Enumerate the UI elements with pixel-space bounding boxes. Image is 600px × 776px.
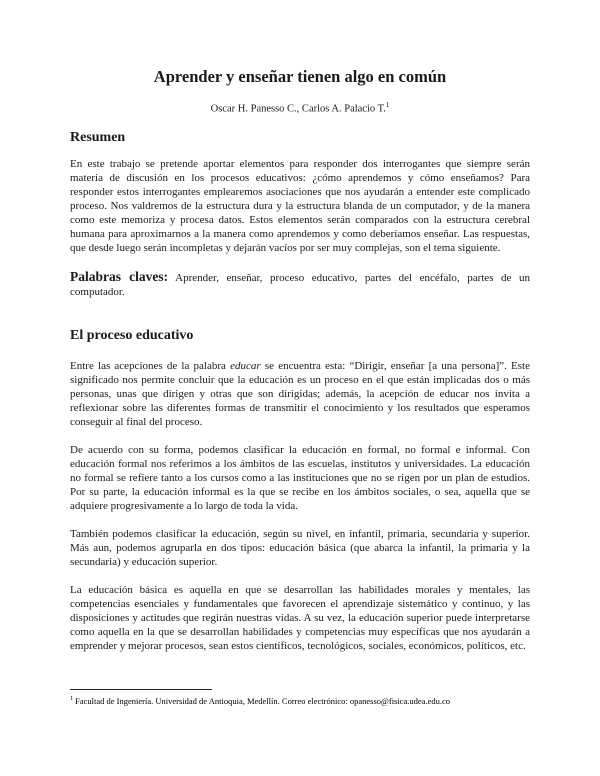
abstract-heading: Resumen [70,129,126,145]
footnote-rule [70,689,212,690]
author-line [70,99,530,116]
keywords-text: Aprender, enseñar, proceso educativo, partes del encéfalo, partes de un computador. [70,271,530,298]
abstract-text: En este trabajo se pretende aportar elementos para responder dos interrogantes que siempre serán materia de discusión en los procesos educativos: ¿cómo aprendemos y cómo enseñamos? Para responder estos interrogantes emplearemos asociaciones que nos ayudarán a entender este complicado proceso. Nos valdremos de la estructura dura y la estructura blanda de un computador, y de la manera como este memoriza y procesa datos. Estos elementos serán comparados con la estructura cerebral humana para aproximarnos a la manera como aprendemos y como deberíamos enseñar. Las respuestas, que desde luego serán incompletas y dejarán vacíos por ser muy complejas, son el tema siguiente. [70,157,530,254]
authors: Oscar H. Panesso C., Carlos A. Palacio T. [210,103,386,115]
section-paragraph-3: También podemos clasificar la educación, según su nivel, en infantil, primaria, secundaria y superior. Más aun, podemos agruparla en dos tipos: educación básica (que abarca la infantil, la primaria y la secundaria) y educación superior. [70,527,530,568]
paragraph-1-before: Entre las acepciones de la palabra [70,359,231,372]
section-heading: El proceso educativo [70,327,194,343]
footnote-mark: 1 [70,696,73,702]
section-paragraph-1 [70,359,530,429]
footnote-text: Facultad de Ingeniería. Universidad de Antioquia, Medellín. Correo electrónico: opanesso@fisica.udea.edu.co [73,695,450,706]
section-paragraph-2: De acuerdo con su forma, podemos clasificar la educación en formal, no formal e informal. Con educación formal nos referimos a los ámbitos de las escuelas, institutos y universidades. La educación no formal se refiere tanto a los cursos como a las instituciones que no se rigen por un plan de estudios. Por su parte, la educación informal es la que se recibe en los ámbitos sociales, o sea, aquella que se adquiere progresivamente a lo largo de toda la vida. [70,443,530,512]
footnote [70,694,450,707]
author-footnote-mark: 1 [385,101,390,109]
paragraph-1-after: se encuentra esta: “Dirigir, enseñar [a una persona]”. Este significado nos permite concluir que la educación es un proceso en el que están implicadas dos o más personas, unas que dirigen y otras que son dirigidas; además, la acepción de educar nos invita a reflexionar sobre las diferentes formas de transmitir el conocimiento y los resultados que esperamos conseguir al final del proceso. [70,359,530,428]
keywords [70,270,530,299]
keywords-label: Palabras claves: [70,268,169,284]
section-paragraph-4: La educación básica es aquella en que se desarrollan las habilidades morales y mentales, las competencias esenciales y fundamentales que favorecen el aprendizaje sistemático y continuo, y las disposiciones y actitudes que regirán nuestras vidas. A su vez, la educación superior puede interpretarse como aquella en la que se desarrollan habilidades y competencias muy específicas que nos ayudarán a emprender y mejorar procesos, sean estos científicos, tecnológicos, sociales, económicos, políticos, etc. [70,583,530,652]
paper-title: Aprender y enseñar tienen algo en común [153,67,447,86]
paragraph-1-emphasis: educar [230,359,261,372]
